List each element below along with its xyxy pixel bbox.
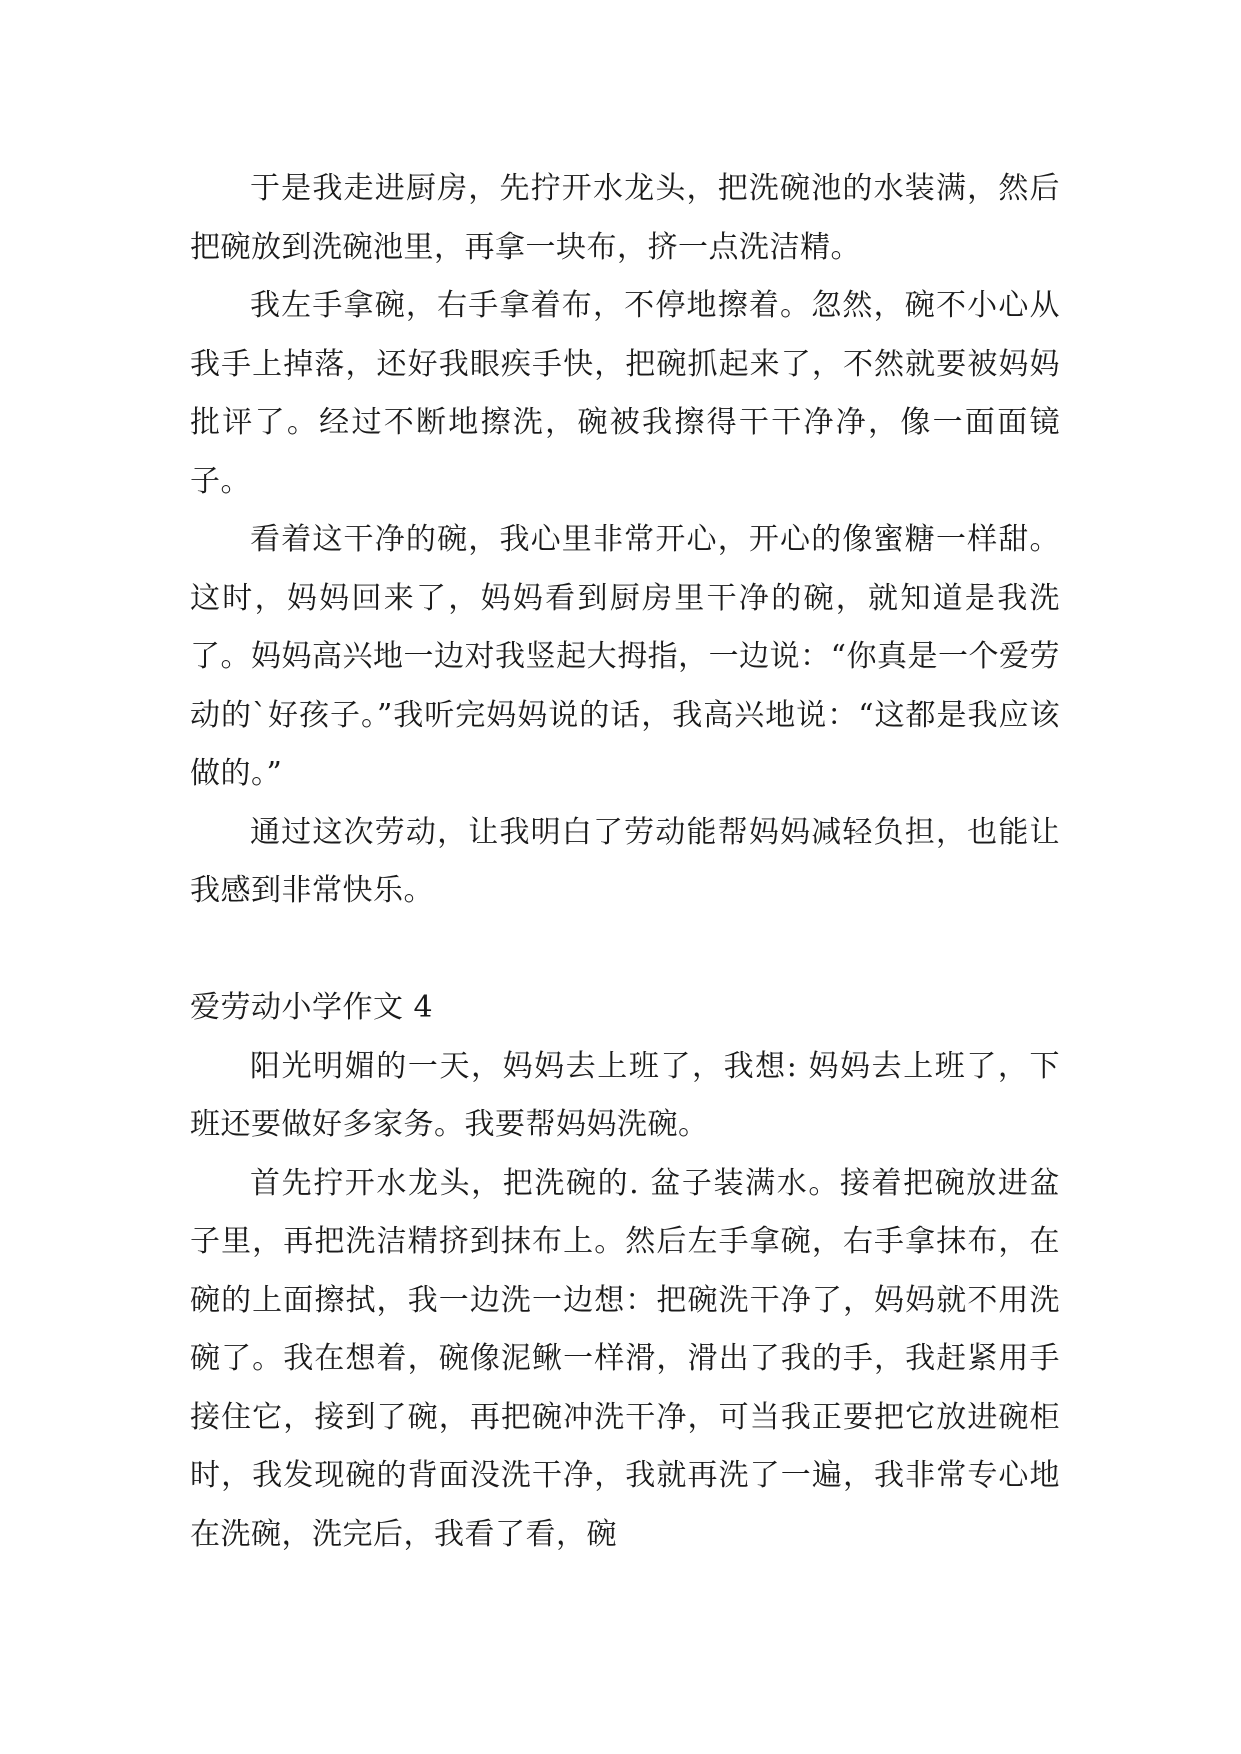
essay3-paragraph-1: 于是我走进厨房，先拧开水龙头，把洗碗池的水装满，然后把碗放到洗碗池里，再拿一块布，挤一点洗洁精。 — [190, 171, 1060, 265]
essay3-paragraph-2: 我左手拿碗，右手拿着布，不停地擦着。忽然，碗不小心从我手上掉落，还好我眼疾手快，把碗抓起来了，不然就要被妈妈批评了。经过不断地擦洗，碗被我擦得干干净净，像一面面镜子。 — [190, 288, 1060, 499]
essay4-paragraph-2: 首先拧开水龙头，把洗碗的. 盆子装满水。接着把碗放进盆子里，再把洗洁精挤到抹布上。然后左手拿碗，右手拿抹布，在碗的上面擦拭，我一边洗一边想：把碗洗干净了，妈妈就不用洗碗了。我在想着，碗像泥鳅一样滑，滑出了我的手，我赶紧用手接住它，接到了碗，再把碗冲洗干净，可当我正要把它放进碗柜时，我发现碗的背面没洗干净，我就再洗了一遍，我非常专心地在洗碗，洗完后，我看了看，碗 — [190, 1165, 1060, 1552]
document-body — [190, 160, 1060, 1564]
essay3-paragraph-4: 通过这次劳动，让我明白了劳动能帮妈妈减轻负担，也能让我感到非常快乐。 — [190, 814, 1060, 908]
essay3-paragraph-3: 看着这干净的碗，我心里非常开心，开心的像蜜糖一样甜。这时，妈妈回来了，妈妈看到厨房里干净的碗，就知道是我洗了。妈妈高兴地一边对我竖起大拇指，一边说：“你真是一个爱劳动的`好孩子。”我听完妈妈说的话，我高兴地说：“这都是我应该做的。” — [190, 522, 1060, 791]
essay4-paragraph-1: 阳光明媚的一天，妈妈去上班了，我想: 妈妈去上班了，下班还要做好多家务。我要帮妈妈洗碗。 — [190, 1048, 1060, 1142]
essay4-title: 爱劳动小学作文 4 — [190, 990, 434, 1025]
